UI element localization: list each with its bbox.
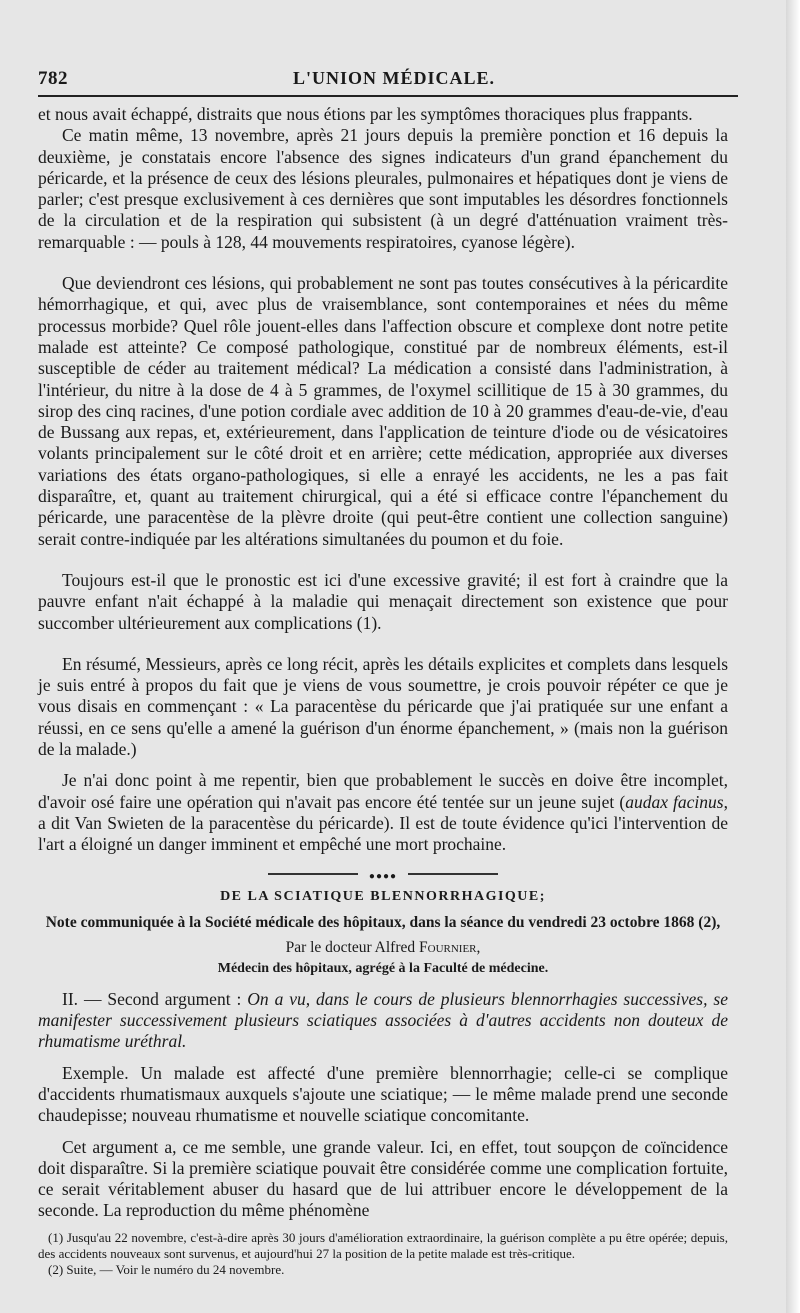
section-ornament — [268, 870, 498, 882]
paragraph-text: Je n'ai donc point à me repentir, bien que probablement le succès en doive être incomplet, d'avoir osé faire une opération qui n'avait pas encore été tentée sur un jeune sujet ( — [38, 770, 728, 812]
author-name: Fournier — [419, 938, 477, 956]
paragraph: et nous avait échappé, distraits que nous étions par les symptômes thoraciques plus frappants. — [38, 104, 693, 124]
author-prefix: Par le docteur Alfred — [285, 938, 420, 956]
argument-lead: II. — Second argument : — [62, 988, 248, 1009]
ornament-dots: ●●●● — [368, 870, 398, 882]
latin-quote: audax facinus — [625, 791, 724, 812]
page-edge — [786, 0, 800, 1313]
footnote: (2) Suite, — Voir le numéro du 24 novembre. — [48, 1261, 285, 1277]
ornament-line — [268, 873, 358, 875]
page-number: 782 — [38, 68, 68, 89]
paragraph: Toujours est-il que le pronostic est ici d'une excessive gravité; il est fort à craindre que la pauvre enfant n'ait échappé à la maladie qui menaçait directement son existence que pour succomber ultérieurement aux complications (1). — [38, 569, 728, 633]
paragraph: Cet argument a, ce me semble, une grande valeur. Ici, en effet, tout soupçon de coïncidence doit disparaître. Si la première sciatique pouvait être considérée comme une complication fortuite, ce serait véritablement abuser du hasard que de lui attribuer encore le développement de la seconde. La reproduction du même phénomène — [38, 1136, 728, 1221]
author-affiliation: Médecin des hôpitaux, agrégé à la Faculté de médecine. — [217, 960, 549, 976]
author-suffix: , — [476, 938, 481, 956]
header-rule — [38, 95, 738, 97]
ornament-line — [408, 873, 498, 875]
paragraph: Que deviendront ces lésions, qui probablement ne sont pas toutes consécutives à la péricardite hémorrhagique, et qui, avec plus de vraisemblance, sont contemporaines et nées du même processus morbide? Quel rôle jouent-elles dans l'affection obscure et complexe dont notre petite malade est atteinte? Ce composé pathologique, constitué par de nombreux éléments, est-il susceptible de céder au traitement médical? La médication a consisté dans l'administration, à l'intérieur, du nitre à la dose de 4 à 5 grammes, de l'oxymel scillitique de 15 à 30 grammes, du sirop des cinq racines, d'une potion cordiale avec addition de 10 à 20 grammes d'eau-de-vie, d'eau de Bussang aux repas, et, extérieurement, dans l'application de teinture d'iode ou de vésicatoires volants principalement sur le côté droit et en arrière; cette médication, appropriée aux diverses variations des états organo-pathologiques, si elle a enrayé les accidents, ne les a pas fait disparaître, et, quant au traitement chirurgical, qui a été si efficace contre l'épanchement du péricarde, une paracentèse de la plèvre droite (qui peut-être contient une collection sanguine) serait contre-indiquée par les altérations simultanées du poumon et du foie. — [38, 273, 728, 549]
footnotes — [38, 1230, 728, 1278]
paragraph-text: , a dit Van Swieten de la paracentèse du péricarde). Il est de toute évidence qu'ici l'intervention de l'art a éloigné un danger imminent et empêché une mort prochaine. — [38, 791, 728, 855]
page-header — [38, 66, 750, 92]
paragraph — [38, 770, 728, 855]
argument-statement: On a vu, dans le cours de plusieurs blennorrhagies successives, se manifester successivement plusieurs sciatiques associées à d'autres accidents non douteux de rhumatisme uréthral. — [38, 988, 728, 1052]
paragraph: Exemple. Un malade est affecté d'une première blennorrhagie; celle-ci se complique d'accidents rhumatismaux auxquels s'ajoute une sciatique; — le même malade prend une seconde chaudepisse; nouveau rhumatisme et nouvelle sciatique concomitante. — [38, 1062, 728, 1126]
article-note: Note communiquée à la Société médicale des hôpitaux, dans la séance du vendredi 23 octobre 1868 (2), — [45, 913, 721, 931]
paragraph: Ce matin même, 13 novembre, après 21 jours depuis la première ponction et 16 depuis la deuxième, je constatais encore l'absence des signes indicateurs d'un grand épanchement du péricarde, et la présence de ceux des lésions pleurales, pulmonaires et hépatiques dont je viens de parler; c'est presque exclusivement à ces dernières que sont imputables les désordres fonctionnels de la circulation et de la respiration qui subsistent (à un degré d'atténuation vraiment très-remarquable : — pouls à 128, 44 mouvements respiratoires, cyanose légère). — [38, 125, 728, 252]
article-author — [38, 937, 728, 959]
argument-paragraph — [38, 989, 728, 1053]
article-title: DE LA SCIATIQUE BLENNORRHAGIQUE; — [220, 888, 546, 904]
running-title: L'UNION MÉDICALE. — [292, 68, 496, 88]
page-body — [38, 104, 728, 1278]
footnote: (1) Jusqu'au 22 novembre, c'est-à-dire après 30 jours d'amélioration extraordinaire, la guérison complète a pu être opérée; depuis, des accidents nouveaux sont survenus, et aujourd'hui 27 la position de la petite malade est très-critique. — [38, 1229, 728, 1261]
paragraph: En résumé, Messieurs, après ce long récit, après les détails explicites et complets dans lesquels je suis entré à propos du fait que je viens de vous soumettre, je crois pouvoir répéter ce que je vous disais en commençant : « La paracentèse du péricarde que j'ai pratiquée sur une enfant a réussi, en ce sens qu'elle a amené la guérison d'un énorme épanchement, » (mais non la guérison de la malade.) — [38, 653, 728, 760]
